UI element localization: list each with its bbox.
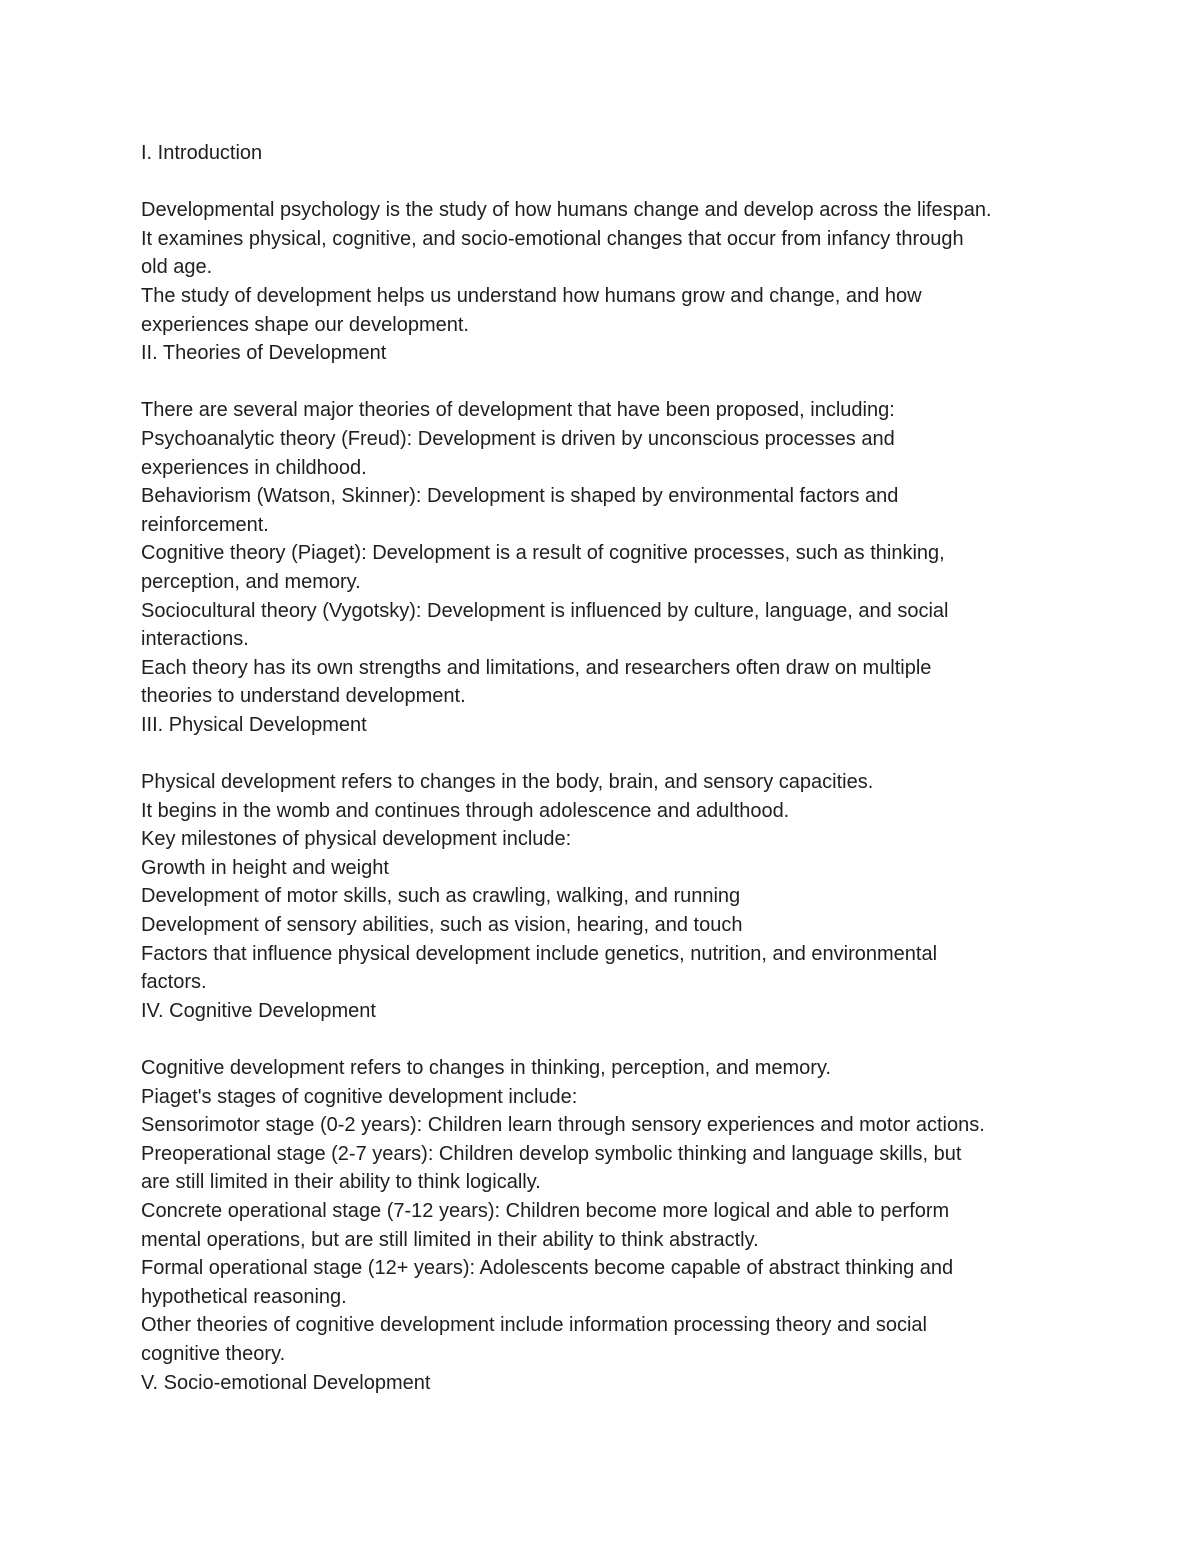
text-line: reinforcement. xyxy=(141,513,269,536)
section-heading-introduction: I. Introduction xyxy=(141,142,263,164)
section-heading-physical: III. Physical Development xyxy=(141,713,367,736)
blank-line xyxy=(141,168,1070,197)
text-line: Piaget's stages of cognitive development include: xyxy=(141,1085,578,1108)
text-line: It examines physical, cognitive, and socio-emotional changes that occur from infancy through xyxy=(141,227,964,250)
text-line: Preoperational stage (2-7 years): Children develop symbolic thinking and language skills, but xyxy=(141,1142,962,1165)
text-line: old age. xyxy=(141,256,213,279)
text-line: are still limited in their ability to think logically. xyxy=(141,1171,541,1194)
text-line: cognitive theory. xyxy=(141,1342,286,1365)
text-line: The study of development helps us understand how humans grow and change, and how xyxy=(141,284,922,307)
blank-line xyxy=(141,368,1070,397)
text-line: hypothetical reasoning. xyxy=(141,1285,347,1308)
text-line: Key milestones of physical development include: xyxy=(141,828,572,851)
text-line: Developmental psychology is the study of how humans change and develop across the lifespan. xyxy=(141,199,992,222)
text-line: Cognitive development refers to changes in thinking, perception, and memory. xyxy=(141,1057,832,1079)
text-line: mental operations, but are still limited in their ability to think abstractly. xyxy=(141,1228,759,1251)
text-line: Development of motor skills, such as crawling, walking, and running xyxy=(141,885,741,908)
section-heading-socio-emotional: V. Socio-emotional Development xyxy=(141,1371,431,1394)
blank-line xyxy=(141,1025,1070,1054)
section-heading-cognitive: IV. Cognitive Development xyxy=(141,999,376,1022)
text-line: Factors that influence physical development include genetics, nutrition, and environmental xyxy=(141,942,938,965)
text-line: Concrete operational stage (7-12 years): Children become more logical and able to perform xyxy=(141,1199,950,1222)
text-line: Formal operational stage (12+ years): Adolescents become capable of abstract thinking and xyxy=(141,1257,954,1280)
text-line: interactions. xyxy=(141,628,249,651)
text-line: Development of sensory abilities, such as vision, hearing, and touch xyxy=(141,914,743,937)
text-line: experiences in childhood. xyxy=(141,456,367,479)
text-line: perception, and memory. xyxy=(141,570,361,593)
section-heading-theories: II. Theories of Development xyxy=(141,342,387,365)
text-line: theories to understand development. xyxy=(141,685,466,708)
text-line: Growth in height and weight xyxy=(141,856,389,879)
text-line: Sensorimotor stage (0-2 years): Children learn through sensory experiences and motor actions. xyxy=(141,1114,985,1137)
text-line: Psychoanalytic theory (Freud): Development is driven by unconscious processes and xyxy=(141,427,895,450)
text-line: Physical development refers to changes in the body, brain, and sensory capacities. xyxy=(141,771,874,794)
text-line: It begins in the womb and continues through adolescence and adulthood. xyxy=(141,799,790,822)
text-line: experiences shape our development. xyxy=(141,313,469,336)
blank-line xyxy=(141,739,1070,768)
text-line: Cognitive theory (Piaget): Development is a result of cognitive processes, such as thinking, xyxy=(141,542,945,565)
text-line: There are several major theories of development that have been proposed, including: xyxy=(141,399,895,422)
text-line: Other theories of cognitive development include information processing theory and social xyxy=(141,1314,927,1337)
text-line: Sociocultural theory (Vygotsky): Development is influenced by culture, language, and social xyxy=(141,599,949,622)
text-line: factors. xyxy=(141,971,207,994)
text-line: Each theory has its own strengths and limitations, and researchers often draw on multiple xyxy=(141,656,932,679)
text-line: Behaviorism (Watson, Skinner): Development is shaped by environmental factors and xyxy=(141,485,899,508)
